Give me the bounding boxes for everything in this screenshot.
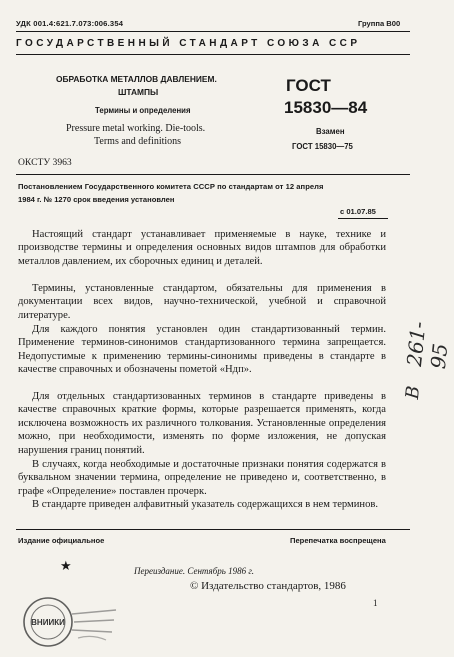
replaces-label: Взамен bbox=[316, 127, 345, 136]
okstu-code: ОКСТУ 3963 bbox=[18, 157, 72, 168]
title-rule bbox=[16, 174, 410, 175]
title-ru-subtitle: Термины и определения bbox=[95, 106, 191, 115]
copyright-line: © Издательство стандартов, 1986 bbox=[190, 580, 346, 592]
svg-text:ВНИИКИ: ВНИИКИ bbox=[31, 618, 65, 627]
gost-label: ГОСТ bbox=[286, 76, 331, 95]
paragraph-2: Термины, установленные стандартом, обязательны для применения в документации всех видов, научно-технической, учебной и справочной литературе. bbox=[18, 283, 386, 321]
footer-rule bbox=[16, 529, 410, 530]
title-ru-line1: ОБРАБОТКА МЕТАЛЛОВ ДАВЛЕНИЕМ. bbox=[56, 74, 217, 84]
title-en-line1: Pressure metal working. Die-tools. bbox=[66, 123, 206, 134]
page-number: 1 bbox=[373, 598, 378, 608]
handwritten-margin-letter: В bbox=[402, 384, 425, 401]
paragraph-5: В случаях, когда необходимые и достаточные признаки понятия содержатся в буквальном значении термина, определение не приведено и, соответственно, в графе «Определение» поставлен прочерк. bbox=[18, 459, 386, 497]
gost-number: 15830—84 bbox=[284, 98, 368, 117]
udk-code: УДК 001.4:621.7.073:006.354 bbox=[16, 19, 124, 28]
paragraph-4: Для отдельных стандартизованных терминов в стандарте приведены в качестве справочных краткие формы, которые разрешается применять, когда исключена возможность их различного толкования. Установленные определения можно, при необходимости, изменять по форме изложения, не допуская нарушения границ понятий. bbox=[18, 391, 386, 456]
star-icon: ★ bbox=[60, 558, 72, 573]
decree-line2: 1984 г. № 1270 срок введения установлен bbox=[18, 195, 175, 204]
reprint-prohibited: Перепечатка воспрещена bbox=[290, 536, 386, 545]
title-ru-line2: ШТАМПЫ bbox=[118, 87, 159, 97]
paragraph-3: Для каждого понятия установлен один стандартизованный термин. Применение терминов-синонимов стандартизованного термина запрещается. Недопустимые к применению термины-синонимы приведены в стандарте в качестве справочных и обозначены пометой «Ндп». bbox=[18, 324, 386, 376]
paragraph-6: В стандарте приведен алфавитный указатель содержащихся в нем терминов. bbox=[32, 499, 379, 510]
replaces-number: ГОСТ 15830—75 bbox=[292, 142, 353, 151]
handwritten-margin-note: 261-95 bbox=[402, 320, 453, 371]
standard-banner: ГОСУДАРСТВЕННЫЙ СТАНДАРТ СОЮЗА ССР bbox=[16, 38, 361, 49]
library-stamp-icon bbox=[22, 594, 118, 650]
group-code: Группа В00 bbox=[358, 19, 401, 28]
decree-date: с 01.07.85 bbox=[340, 207, 376, 216]
decree-date-underline bbox=[338, 218, 388, 219]
title-en-line2: Terms and definitions bbox=[94, 136, 182, 147]
header-rule-top bbox=[16, 31, 410, 32]
paragraph-1: Настоящий стандарт устанавливает применяемые в науке, технике и производстве термины и определения основных видов штампов для обработки металлов давлением, их сборочных единиц и деталей. bbox=[18, 229, 386, 267]
reissue-note: Переиздание. Сентябрь 1986 г. bbox=[134, 566, 254, 576]
header-rule-bottom bbox=[16, 54, 410, 55]
official-edition: Издание официальное bbox=[18, 536, 105, 545]
decree-line1: Постановлением Государственного комитета СССР по стандартам от 12 апреля bbox=[18, 182, 324, 191]
